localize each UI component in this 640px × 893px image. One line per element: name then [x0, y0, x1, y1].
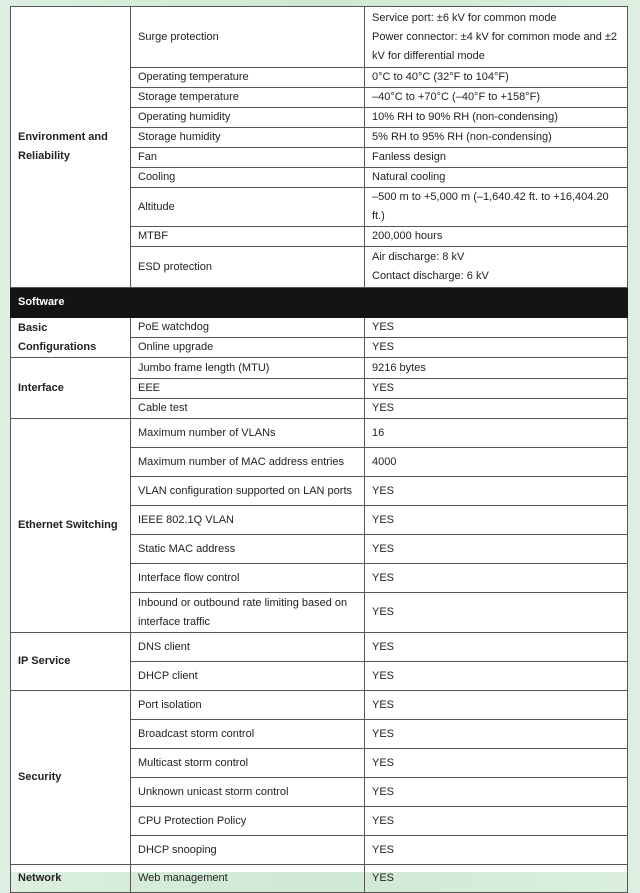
value-cell: YES: [365, 720, 628, 749]
param-cell: Fan: [131, 148, 365, 168]
section-header-software: [11, 288, 628, 318]
value-cell: YES: [365, 836, 628, 865]
param-cell: Inbound or outbound rate limiting based on interface traffic: [131, 593, 365, 633]
value-cell: YES: [365, 691, 628, 720]
table-row: [11, 419, 628, 448]
table-row: [11, 318, 628, 338]
value-cell: YES: [365, 778, 628, 807]
param-cell: Maximum number of MAC address entries: [131, 448, 365, 477]
param-cell: Port isolation: [131, 691, 365, 720]
param-cell: CPU Protection Policy: [131, 807, 365, 836]
spec-sheet: [10, 6, 628, 884]
value-line: Service port: ±6 kV for common mode: [372, 11, 557, 24]
category-basic-configurations: Basic Configurations: [11, 318, 131, 358]
value-cell: YES: [365, 506, 628, 535]
table-row: [11, 865, 628, 893]
value-cell: 5% RH to 95% RH (non-condensing): [365, 128, 628, 148]
param-cell: ESD protection: [131, 247, 365, 288]
param-cell: Broadcast storm control: [131, 720, 365, 749]
param-cell: Operating temperature: [131, 68, 365, 88]
value-cell: –500 m to +5,000 m (–1,640.42 ft. to +16,404.20 ft.): [365, 188, 628, 227]
value-cell: –40°C to +70°C (–40°F to +158°F): [365, 88, 628, 108]
value-cell: YES: [365, 564, 628, 593]
value-cell: 9216 bytes: [365, 358, 628, 379]
param-cell: DHCP client: [131, 662, 365, 691]
param-cell: VLAN configuration supported on LAN ports: [131, 477, 365, 506]
param-cell: IEEE 802.1Q VLAN: [131, 506, 365, 535]
value-cell: YES: [365, 749, 628, 778]
table-row: [11, 358, 628, 379]
value-cell: YES: [365, 379, 628, 399]
param-cell: Cooling: [131, 168, 365, 188]
category-ip-service: IP Service: [11, 633, 131, 691]
value-cell: Natural cooling: [365, 168, 628, 188]
param-cell: DNS client: [131, 633, 365, 662]
value-cell: YES: [365, 338, 628, 358]
value-cell: YES: [365, 633, 628, 662]
category-network: Network: [11, 865, 131, 893]
value-cell: YES: [365, 399, 628, 419]
param-cell: MTBF: [131, 227, 365, 247]
table-row: [11, 633, 628, 662]
value-cell: 16: [365, 419, 628, 448]
param-cell: Interface flow control: [131, 564, 365, 593]
param-cell: Unknown unicast storm control: [131, 778, 365, 807]
category-environment: Environment and Reliability: [11, 7, 131, 288]
category-interface: Interface: [11, 358, 131, 419]
value-cell: YES: [365, 865, 628, 893]
param-cell: Storage humidity: [131, 128, 365, 148]
param-cell: Storage temperature: [131, 88, 365, 108]
table-row: [11, 7, 628, 68]
param-cell: PoE watchdog: [131, 318, 365, 338]
value-line: Power connector: ±4 kV for common mode and ±2 kV for differential mode: [372, 30, 618, 62]
value-cell: 200,000 hours: [365, 227, 628, 247]
table-row: [11, 691, 628, 720]
param-cell: Online upgrade: [131, 338, 365, 358]
param-cell: Static MAC address: [131, 535, 365, 564]
param-cell: Maximum number of VLANs: [131, 419, 365, 448]
value-cell: 10% RH to 90% RH (non-condensing): [365, 108, 628, 128]
value-cell: YES: [365, 593, 628, 633]
value-cell: YES: [365, 807, 628, 836]
spec-table: [10, 6, 628, 893]
param-cell: Altitude: [131, 188, 365, 227]
param-cell: Operating humidity: [131, 108, 365, 128]
value-cell: [365, 247, 628, 288]
value-line: Air discharge: 8 kV: [372, 251, 465, 263]
value-cell: [365, 7, 628, 68]
value-cell: 0°C to 40°C (32°F to 104°F): [365, 68, 628, 88]
param-cell: Web management: [131, 865, 365, 893]
value-cell: YES: [365, 318, 628, 338]
param-cell: Cable test: [131, 399, 365, 419]
value-cell: YES: [365, 662, 628, 691]
category-security: Security: [11, 691, 131, 865]
param-cell: Multicast storm control: [131, 749, 365, 778]
param-cell: DHCP snooping: [131, 836, 365, 865]
param-cell: EEE: [131, 379, 365, 399]
value-cell: YES: [365, 477, 628, 506]
section-title: Software: [11, 288, 628, 318]
value-cell: YES: [365, 535, 628, 564]
param-cell: Surge protection: [131, 7, 365, 68]
value-line: Contact discharge: 6 kV: [372, 270, 489, 282]
value-cell: 4000: [365, 448, 628, 477]
param-cell: Jumbo frame length (MTU): [131, 358, 365, 379]
value-cell: Fanless design: [365, 148, 628, 168]
category-ethernet-switching: Ethernet Switching: [11, 419, 131, 633]
